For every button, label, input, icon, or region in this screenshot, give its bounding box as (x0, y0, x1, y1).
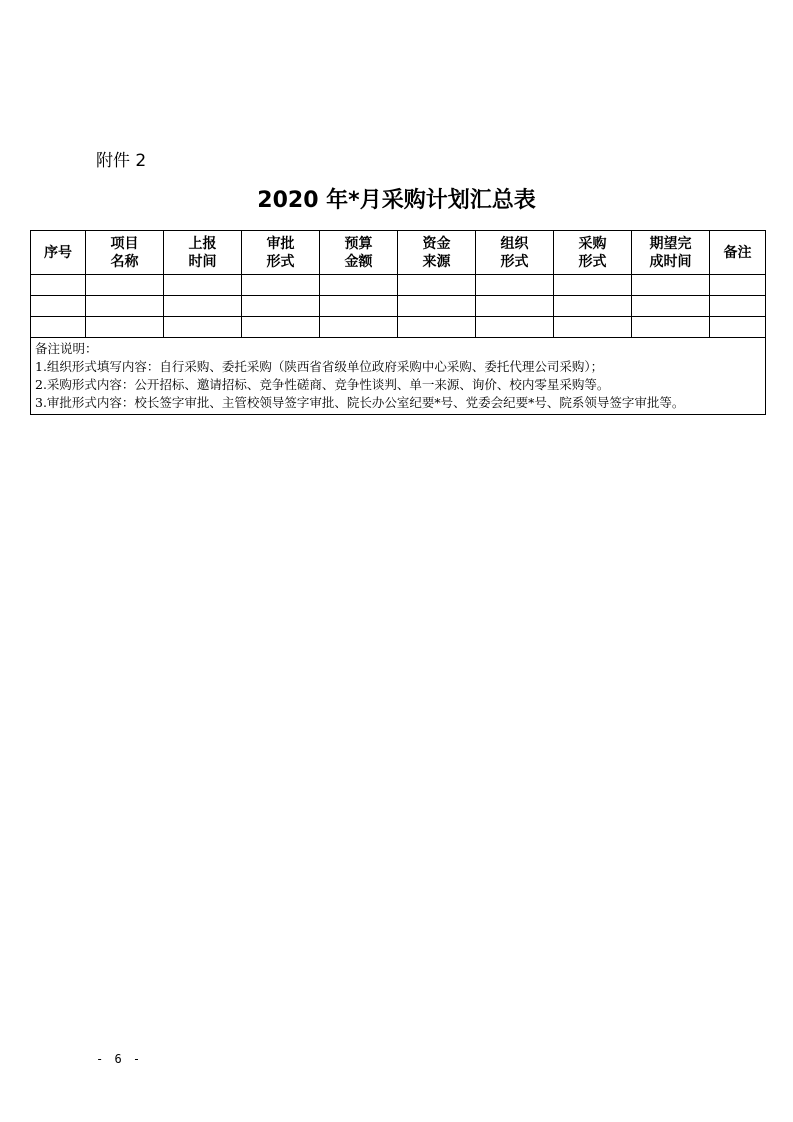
table-cell (31, 296, 86, 317)
note-item: 3.审批形式内容：校长签字审批、主管校领导签字审批、院长办公室纪要*号、党委会纪要*号、院系领导签字审批等。 (35, 395, 685, 410)
table-cell (554, 296, 632, 317)
table-cell (554, 317, 632, 338)
header-approval-form: 审批 形式 (242, 231, 320, 275)
table-cell (86, 296, 164, 317)
header-project-name: 项目 名称 (86, 231, 164, 275)
table-cell (398, 275, 476, 296)
table-cell (86, 275, 164, 296)
procurement-plan-table (30, 230, 766, 415)
header-organization-form: 组织 形式 (476, 231, 554, 275)
table-cell (320, 317, 398, 338)
note-item: 1.组织形式填写内容：自行采购、委托采购（陕西省省级单位政府采购中心采购、委托代理公司采购）； (35, 359, 604, 374)
notes-cell (31, 338, 766, 415)
table-cell (398, 317, 476, 338)
table-cell (31, 317, 86, 338)
notes-row (31, 338, 766, 415)
table-cell (242, 317, 320, 338)
table-cell (632, 296, 710, 317)
header-index: 序号 (31, 231, 86, 275)
table-cell (320, 296, 398, 317)
page-number: - 6 - (96, 1052, 143, 1066)
table-cell (164, 317, 242, 338)
table-cell (476, 275, 554, 296)
table-cell (710, 317, 766, 338)
table-cell (86, 317, 164, 338)
header-fund-source: 资金 来源 (398, 231, 476, 275)
table-cell (31, 275, 86, 296)
document-title: 2020 年*月采购计划汇总表 (257, 188, 536, 213)
table-cell (164, 275, 242, 296)
notes-heading: 备注说明： (35, 341, 98, 356)
table-row (31, 296, 766, 317)
table-row (31, 317, 766, 338)
table-cell (710, 275, 766, 296)
table-cell (242, 275, 320, 296)
header-report-time: 上报 时间 (164, 231, 242, 275)
table-cell (632, 317, 710, 338)
header-budget-amount: 预算 金额 (320, 231, 398, 275)
header-remarks: 备注 (710, 231, 766, 275)
table-header-row (31, 231, 766, 275)
table-row (31, 275, 766, 296)
attachment-label: 附件 2 (96, 151, 147, 171)
table-cell (476, 296, 554, 317)
table-cell (632, 275, 710, 296)
table-cell (554, 275, 632, 296)
note-item: 2.采购形式内容：公开招标、邀请招标、竞争性磋商、竞争性谈判、单一来源、询价、校内零星采购等。 (35, 377, 610, 392)
table-cell (398, 296, 476, 317)
table-cell (242, 296, 320, 317)
table-cell (710, 296, 766, 317)
table-cell (164, 296, 242, 317)
table-cell (476, 317, 554, 338)
header-procurement-form: 采购 形式 (554, 231, 632, 275)
table-cell (320, 275, 398, 296)
header-expected-completion: 期望完 成时间 (632, 231, 710, 275)
